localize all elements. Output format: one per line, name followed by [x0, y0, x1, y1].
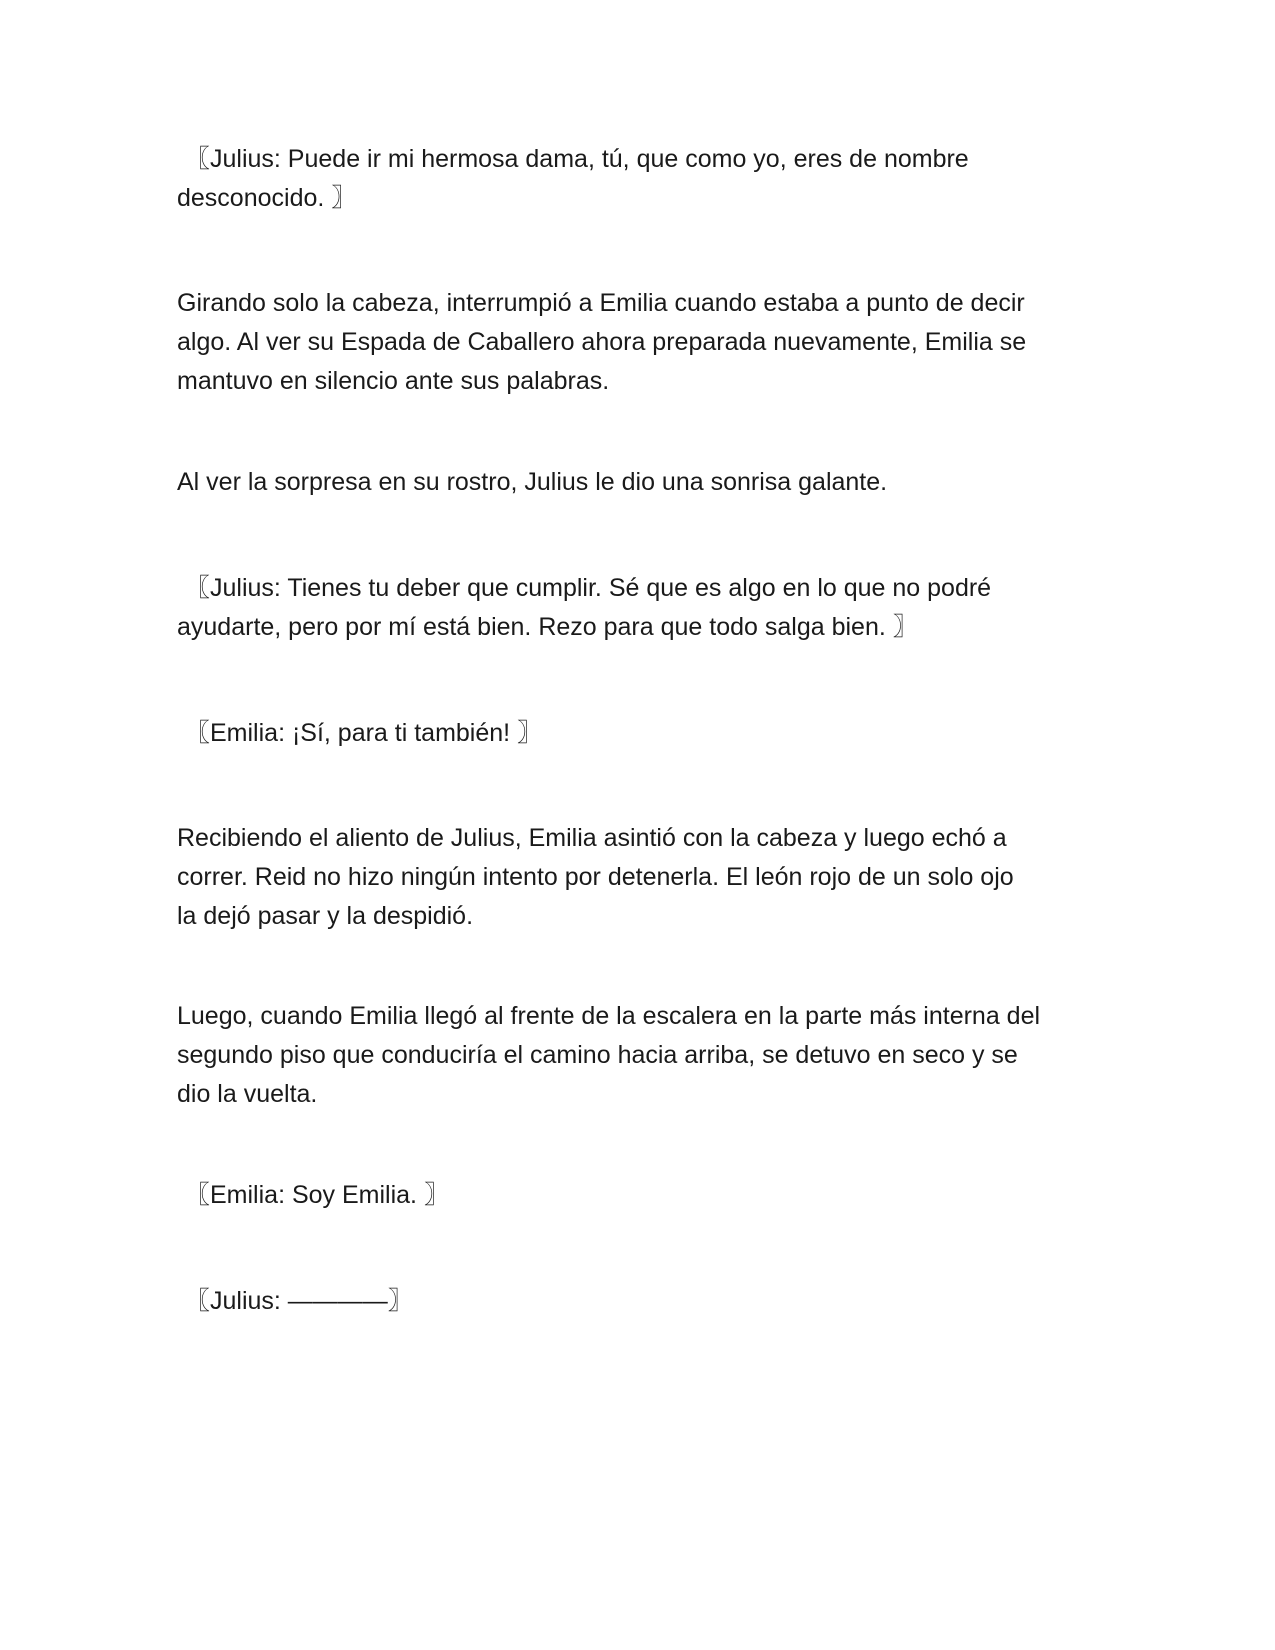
text-line: algo. Al ver su Espada de Caballero ahora preparada nuevamente, Emilia se: [177, 328, 1027, 356]
text-line: 〖Emilia: ¡Sí, para ti también! 〗: [185, 719, 543, 747]
paragraph-julius-dialogue-1: [177, 140, 1107, 218]
paragraph-narration-3: [177, 819, 1107, 936]
text-line: dio la vuelta.: [177, 1080, 318, 1108]
text-line: correr. Reid no hizo ningún intento por detenerla. El león rojo de un solo ojo: [177, 863, 1014, 891]
text-line: Al ver la sorpresa en su rostro, Julius le dio una sonrisa galante.: [177, 468, 888, 496]
paragraph-narration-1: [177, 284, 1107, 401]
paragraph-narration-4: [177, 997, 1107, 1114]
paragraph-emilia-dialogue-2: [177, 1176, 1107, 1215]
paragraph-narration-2: [177, 463, 1107, 502]
text-line: ayudarte, pero por mí está bien. Rezo para que todo salga bien. 〗: [177, 613, 918, 641]
text-line: segundo piso que conduciría el camino hacia arriba, se detuvo en seco y se: [177, 1041, 1018, 1069]
text-line: 〖Emilia: Soy Emilia. 〗: [185, 1181, 449, 1209]
paragraph-emilia-dialogue-1: [177, 714, 1107, 753]
paragraph-julius-dialogue-2: [177, 569, 1107, 647]
text-line: mantuvo en silencio ante sus palabras.: [177, 367, 610, 395]
text-line: 〖Julius: Puede ir mi hermosa dama, tú, que como yo, eres de nombre: [185, 145, 969, 173]
text-line: 〖Julius: ————〗: [185, 1287, 413, 1315]
text-line: la dejó pasar y la despidió.: [177, 902, 474, 930]
text-line: Recibiendo el aliento de Julius, Emilia asintió con la cabeza y luego echó a: [177, 824, 1007, 852]
text-line: desconocido. 〗: [177, 184, 357, 212]
text-line: 〖Julius: Tienes tu deber que cumplir. Sé que es algo en lo que no podré: [185, 574, 992, 602]
text-line: Luego, cuando Emilia llegó al frente de la escalera en la parte más interna del: [177, 1002, 1041, 1030]
text-line: Girando solo la cabeza, interrumpió a Emilia cuando estaba a punto de decir: [177, 289, 1025, 317]
paragraph-julius-dialogue-3: [177, 1282, 1107, 1321]
